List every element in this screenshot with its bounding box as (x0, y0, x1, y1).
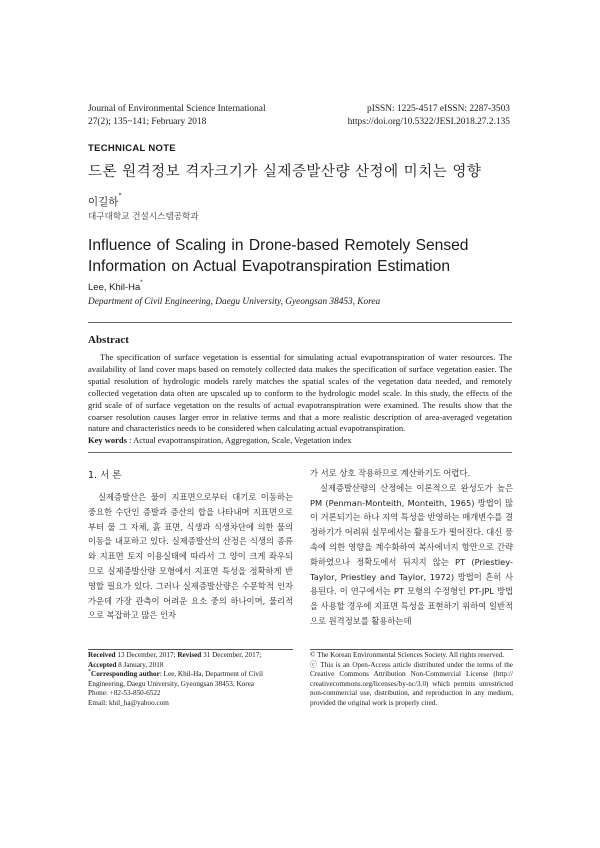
english-title: Influence of Scaling in Drone-based Remotely Sensed Information on Actual Evapotranspiration Estimation (88, 237, 469, 275)
accepted-date: 8 January, 2018 (116, 660, 164, 669)
article-type: TECHNICAL NOTE (88, 143, 176, 154)
email[interactable]: Email: khil_ha@yahoo.com (88, 698, 169, 707)
korean-author-name: 이길하 (88, 196, 119, 208)
abstract-text: The specification of surface vegetation is essential for simulating actual evapotranspiration of water resources. The availability of land cover maps based on remotely collected data makes the specification of surface vegetation easier. The spatial resolution of hydrologic models rarely matches the spatial scales of the vegetation data needed, and remotely collected vegetation data often are upscaled up to conform to the hydrologic model scale. In this study, the effects of the grid scale of of surface vegetation on the results of actual evapotranspiration were examined. The results show that the coarser resolution causes larger error in relative terms and that a more realistic description of area-averaged vegetation nature and characteristics needs to be considered when calculating actual evapotranspiration. (88, 352, 512, 434)
received-label: Received (88, 651, 116, 659)
english-author-name: Lee, Khil-Ha (88, 282, 141, 293)
english-author (88, 282, 143, 293)
body-paragraph: 실제증발산은 물이 지표면으로부터 대기로 이동하는 중요한 수단인 증발과 증산의 합을 나타내며 지표면으로부터 물 그 자체, 흙 표면, 식생과 식생차단에 의한 물의 이동을 내포하고 있다. 실제증발산의 산정은 식생의 종류와 지표면 토지 이용실태에 따라서 그 양이 크게 좌우되므로 실제증발산량 모형에서 지표면 특성을 정확하게 반영할 필요가 있다. 그러나 실제증발산량은 수문학적 인자 가운데 가장 관측이 어려운 요소 중의 하나이며, 물리적으로 복잡하고 많은 인자 (88, 492, 293, 621)
abstract-bottom-rule (88, 452, 512, 453)
copyright: © The Korean Environmental Sciences Society. All rights reserved. (310, 651, 505, 659)
english-author-mark: * (140, 280, 143, 286)
footnote-dates (88, 651, 293, 709)
journal-name: Journal of Environmental Science International (88, 104, 266, 114)
revised-label: Revised (177, 651, 202, 659)
keywords-label: Key words (88, 435, 127, 445)
footnote-license (310, 651, 513, 709)
doi-link[interactable]: https://doi.org/10.5322/JESI.2018.27.2.135 (347, 117, 510, 127)
section-heading: 1. 서 론 (88, 470, 122, 481)
received-date: 13 December, 2017; (115, 651, 178, 659)
phone: Phone: +82-53-850-6522 (88, 689, 161, 698)
korean-author-mark: * (118, 192, 122, 199)
abstract-top-rule (88, 322, 512, 323)
korean-affiliation: 대구대학교 건설시스템공학과 (88, 212, 199, 222)
issn-header (348, 103, 510, 129)
keywords-text: : Actual evapotranspiration, Aggregation, Scale, Vegetation index (126, 435, 352, 445)
corr-label: Corresponding author (91, 670, 160, 679)
footnote-rule-left (88, 649, 293, 650)
body-continuation: 가 서로 상호 작용하므로 계산하기도 어렵다. (310, 468, 471, 478)
received-line (88, 651, 293, 661)
footnote-rule-right (310, 649, 513, 650)
body-right-column (310, 466, 513, 629)
korean-title: 드론 원격정보 격자크기가 실제증발산량 산정에 미치는 영향 (88, 164, 482, 180)
body-paragraph: 실제증발산량의 산정에는 이론적으로 완성도가 높은 PM (Penman-Monteith, Monteith, 1965) 방법이 많이 거론되기는 하나 지역 특성을 반영하는 매개변수를 결정하기가 어려워 실무에서는 활용도가 떨어진다. 대신 풍속에 의한 영향을 계수화하여 복사에너지 항만으로 간략화하였으나 정확도에서 뒤지지 않는 PT (Priestley-Taylor, Priestley and Taylor, 1972) 방법이 흔히 사용된다. 이 연구에서는 PT 모형의 수정형인 PT-JPL 방법을 사용할 경우에 지표면 특성을 표현하기 위하여 일반적으로 원격정보를 활용하는데 (310, 482, 513, 626)
journal-header (88, 103, 266, 129)
abstract-heading: Abstract (88, 334, 129, 346)
english-affiliation: Department of Civil Engineering, Daegu University, Gyeongsan 38453, Korea (88, 297, 381, 307)
accepted-label: Accepted (88, 660, 117, 669)
license-text: ⓒ This is an Open-Access article distributed under the terms of the Creative Commons Attribution Non-Commercial License (http:// creativecommons.org/licenses/by-nc/3.0) which permits unrestricted non-commercial use, distribution, and reproduction in any medium, provided the original work is properly cited. (310, 660, 513, 707)
issn: pISSN: 1225-4517 eISSN: 2287-3503 (367, 104, 510, 114)
keywords (88, 435, 512, 445)
corresponding-author (88, 670, 293, 689)
body-left-column (88, 490, 293, 623)
journal-volume: 27(2); 135~141; February 2018 (88, 117, 207, 127)
korean-author (88, 194, 121, 209)
corr-mark: * (88, 669, 91, 676)
accepted-line (88, 661, 293, 671)
revised-date: 31 December, 2017; (201, 651, 262, 659)
corr-text: : Lee, Khil-Ha, Department of Civil Engineering, Daegu University, Gyeongsan 38453, Korea (88, 670, 263, 688)
